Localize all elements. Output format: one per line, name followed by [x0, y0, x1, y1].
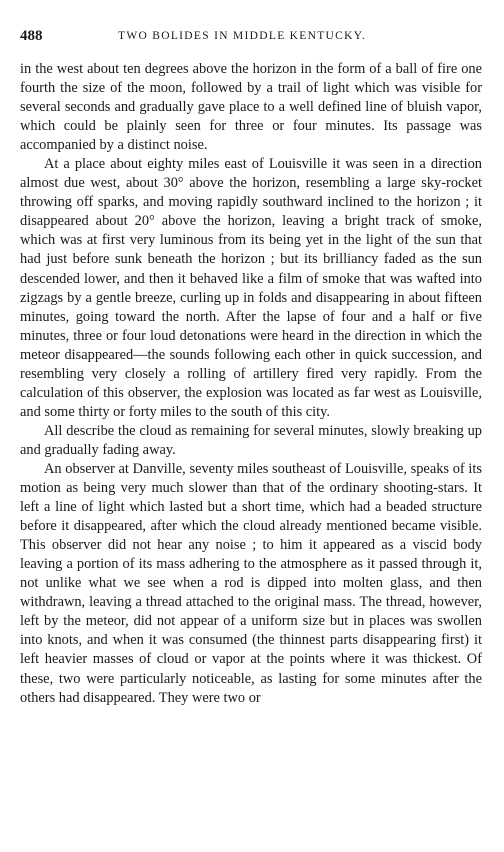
article-body [20, 60, 482, 708]
page-header [20, 28, 482, 48]
paragraph-danville-observer: An observer at Danville, seventy miles southeast of Louisville, speaks of its motion as being very much slower than that of the ordinary shooting-stars. It left a line of light which lasted but a short time, which had a beaded structure before it disappeared, after which the cloud already mentioned became visible. This observer did not hear any noise ; to him it appeared as a viscid body leaving a portion of its mass adhering to the atmosphere as it passed through it, not unlike what we see when a rod is dipped into molten glass, and then withdrawn, leaving a thread attached to the original mass. The thread, however, left by the meteor, did not appear of a uniform size but in places was swollen into knots, and when it was consumed (the thinnest parts disappearing first) it left heavier masses of cloud or vapor at the points where it was thickest. Of these, two were particularly noticeable, as lasting for some minutes after the others had disappeared. They were two or [20, 460, 482, 706]
paragraph-cloud-description: All describe the cloud as remaining for several minutes, slowly breaking up and gradually fading away. [20, 422, 482, 458]
page-number: 488 [20, 28, 43, 44]
paragraph-eastern-observation: At a place about eighty miles east of Louisville it was seen in a direction almost due west, about 30° above the horizon, resembling a large sky-rocket throwing off sparks, and moving rapidly southward inclined to the horizon ; it disappeared about 20° above the horizon, leaving a bright track of smoke, which was at first very luminous from its being yet in the light of the sun that had just before sunk beneath the horizon ; but its brilliancy faded as the sun descended lower, and then it behaved like a film of smoke that was wafted into zigzags by a gentle breeze, curling up in folds and disappearing in about fifteen minutes, going toward the north. After the lapse of four and a half or five minutes, three or four loud detonations were heard in the direction in which the meteor disappeared—the sounds following each other in quick succession, and resembling very closely a rolling of artillery fired very rapidly. From the calculation of this observer, the explosion was located as far west as Louisville, and some thirty or forty miles to the south of this city. [20, 156, 482, 420]
paragraph-continued: in the west about ten degrees above the horizon in the form of a ball of fire one fourth the size of the moon, followed by a trail of light which was visible for several seconds and gradually gave place to a well defined line of bluish vapor, which could be plainly seen for three or four minutes. Its passage was accompanied by a distinct noise. [20, 61, 482, 154]
running-title: TWO BOLIDES IN MIDDLE KENTUCKY. [118, 30, 367, 42]
